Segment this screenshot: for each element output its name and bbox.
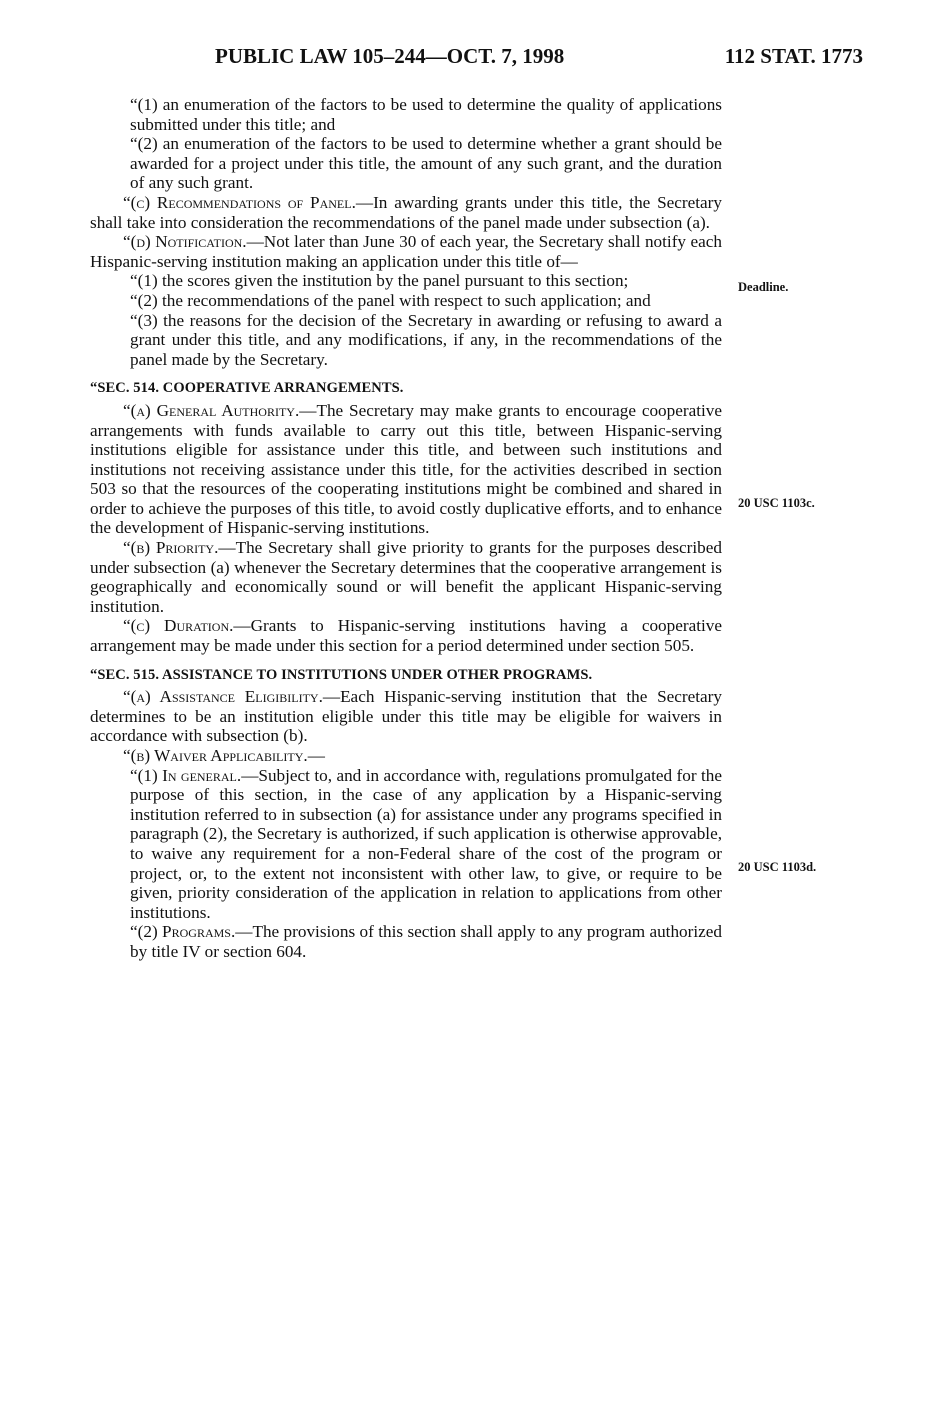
subsection-heading: “(c) Duration.: [123, 616, 234, 636]
paragraph-heading: “(2) Programs.: [130, 922, 236, 942]
paragraph-d-3: “(3) the reasons for the decision of the Secretary in awarding or refusing to award a grant under this title, and any modifications, if any, in the recommendations of the panel made by the Secretary.: [130, 310, 722, 369]
subsection-d-notification: [90, 232, 722, 271]
subsection-heading: “(b) Waiver Applicability.: [123, 746, 308, 765]
paragraph-515-b-2: [130, 922, 722, 961]
section-514-heading: “SEC. 514. COOPERATIVE ARRANGEMENTS.: [90, 380, 404, 397]
margin-note-20-usc-1103d: 20 USC 1103d.: [738, 860, 817, 874]
document-body: [90, 95, 722, 962]
margin-note-deadline: Deadline.: [738, 280, 789, 294]
paragraph-d-1: “(1) the scores given the institution by the panel pursuant to this section;: [130, 271, 629, 291]
paragraph-text: —Subject to, and in accordance with, regulations promulgated for the purpose of this section, in the case of any application by a Hispanic-serving institution referred to in subsection (a) for assistance under any programs specified in paragraph (2), the Secretary is authorized, if such application is otherwise approvable, to waive any requirement for a non-Federal share of the cost of the program or project, or, to the extent not inconsistent with other law, to give, or require to be given, priority consideration of the application in relation to applications from other institutions.: [130, 765, 722, 922]
subsection-515-b: [90, 746, 722, 766]
subsection-heading: “(a) General Authority.: [123, 400, 300, 420]
subsection-c-recommendations: [90, 193, 722, 232]
subsection-heading: “(c) Recommendations of Panel.: [123, 192, 356, 212]
subsection-text: —The Secretary shall give priority to grants for the purposes described under subsection (a) whenever the Secretary determines that the cooperative arrangement is geographically and economically sound or will benefit the applicant Hispanic-serving institution.: [90, 538, 722, 616]
subsection-heading: “(d) Notification.: [123, 232, 247, 252]
paragraph-heading: “(1) In general.: [130, 765, 242, 785]
subsection-text: —: [307, 746, 325, 765]
subsection-heading: “(b) Priority.: [123, 538, 219, 558]
subsection-515-a: [90, 687, 722, 746]
subsection-heading: “(a) Assistance Eligibility.: [123, 687, 323, 707]
paragraph-b-2: “(2) an enumeration of the factors to be used to determine whether a grant should be awarded for a project under this title, the amount of any such grant, and the duration of any such grant.: [130, 134, 722, 193]
paragraph-d-2: “(2) the recommendations of the panel with respect to such application; and: [130, 290, 651, 310]
subsection-514-c: [90, 616, 722, 655]
paragraph-515-b-1: [130, 766, 722, 923]
page-header: [215, 44, 863, 74]
subsection-text: —Not later than June 30 of each year, the Secretary shall notify each Hispanic-serving institution making an application under this title of—: [90, 232, 722, 271]
margin-note-20-usc-1103c: 20 USC 1103c.: [738, 496, 815, 510]
paragraph-b-1: “(1) an enumeration of the factors to be used to determine the quality of applications submitted under this title; and: [130, 95, 722, 134]
subsection-text: —In awarding grants under this title, the Secretary shall take into consideration the recommendations of the panel made under subsection (a).: [90, 192, 723, 232]
subsection-514-b: [90, 538, 722, 616]
subsection-text: —The Secretary may make grants to encourage cooperative arrangements with funds available to carry out this title, between Hispanic-serving institutions eligible for assistance under this title, and between such institutions and institutions not receiving assistance under this title, for the activities described in section 503 so that the resources of the cooperating institutions might be combined and shared in order to achieve the purposes of this title, to avoid costly duplicative efforts, and to enhance the development of Hispanic-serving institutions.: [90, 400, 722, 538]
paragraph-text: —The provisions of this section shall apply to any program authorized by title IV or section 604.: [130, 922, 722, 961]
subsection-514-a: [90, 401, 722, 538]
header-public-law: PUBLIC LAW 105–244—OCT. 7, 1998: [215, 44, 565, 68]
subsection-text: —Grants to Hispanic-serving institutions having a cooperative arrangement may be made under this section for a period determined under section 505.: [90, 616, 722, 656]
subsection-text: —Each Hispanic-serving institution that the Secretary determines to be an institution eligible under this title may be eligible for waivers in accordance with subsection (b).: [90, 687, 722, 746]
section-515-heading: “SEC. 515. ASSISTANCE TO INSTITUTIONS UNDER OTHER PROGRAMS.: [90, 666, 593, 683]
header-stat-page: 112 STAT. 1773: [724, 44, 863, 68]
